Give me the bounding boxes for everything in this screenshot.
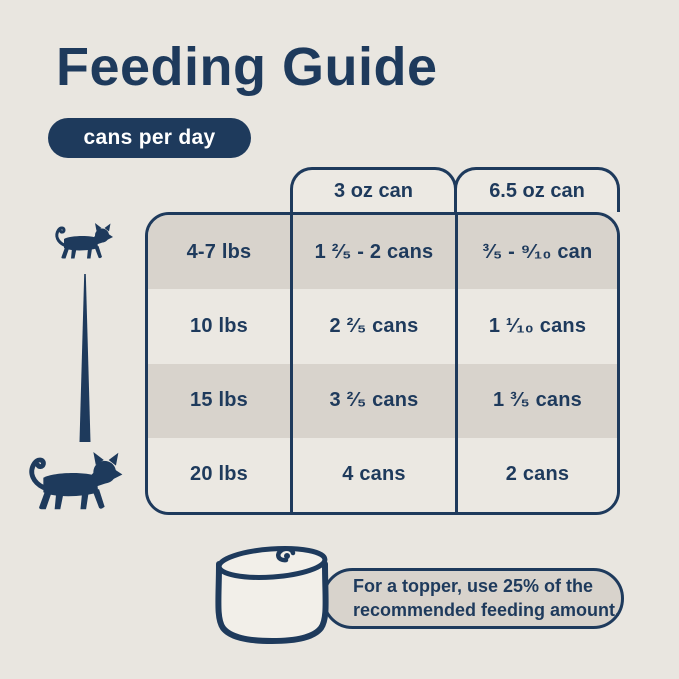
weight-cell: 4-7 lbs xyxy=(186,240,252,263)
weight-cell: 10 lbs xyxy=(190,314,248,337)
weight-cell: 20 lbs xyxy=(190,463,248,486)
value-cell-3oz: 1 ²⁄₅ - 2 cans xyxy=(290,215,455,289)
topper-note-line2: recommended feeding amount. xyxy=(353,599,621,620)
badge-label: cans per day xyxy=(83,126,216,149)
column-header-label: 3 oz can xyxy=(334,179,413,202)
cans-per-day-badge xyxy=(48,118,251,158)
table-row xyxy=(148,364,617,438)
topper-note xyxy=(322,568,624,629)
size-scale-wedge-icon xyxy=(79,274,91,442)
topper-note-line1: For a topper, use 25% of the xyxy=(353,576,594,597)
value-cell-65oz: 2 cans xyxy=(455,438,617,512)
value-cell-65oz: 1 ¹⁄₁₀ cans xyxy=(455,289,617,363)
value-cell-3oz: 4 cans xyxy=(290,438,455,512)
small-cat-icon xyxy=(52,221,114,261)
value-cell-3oz: 3 ²⁄₅ cans xyxy=(290,364,455,438)
page-title: Feeding Guide xyxy=(56,37,438,97)
weight-cell: 15 lbs xyxy=(190,389,248,412)
cat-food-can-icon xyxy=(206,542,338,650)
table-row xyxy=(148,438,617,512)
large-cat-icon xyxy=(24,448,124,514)
column-header-3oz-can xyxy=(290,167,457,212)
table-row xyxy=(148,215,617,289)
table-row xyxy=(148,289,617,363)
column-header-65oz-can xyxy=(454,167,620,212)
value-cell-65oz: ³⁄₅ - ⁹⁄₁₀ can xyxy=(455,215,617,289)
feeding-table xyxy=(145,212,620,515)
column-header-label: 6.5 oz can xyxy=(489,179,585,202)
value-cell-3oz: 2 ²⁄₅ cans xyxy=(290,289,455,363)
value-cell-65oz: 1 ³⁄₅ cans xyxy=(455,364,617,438)
